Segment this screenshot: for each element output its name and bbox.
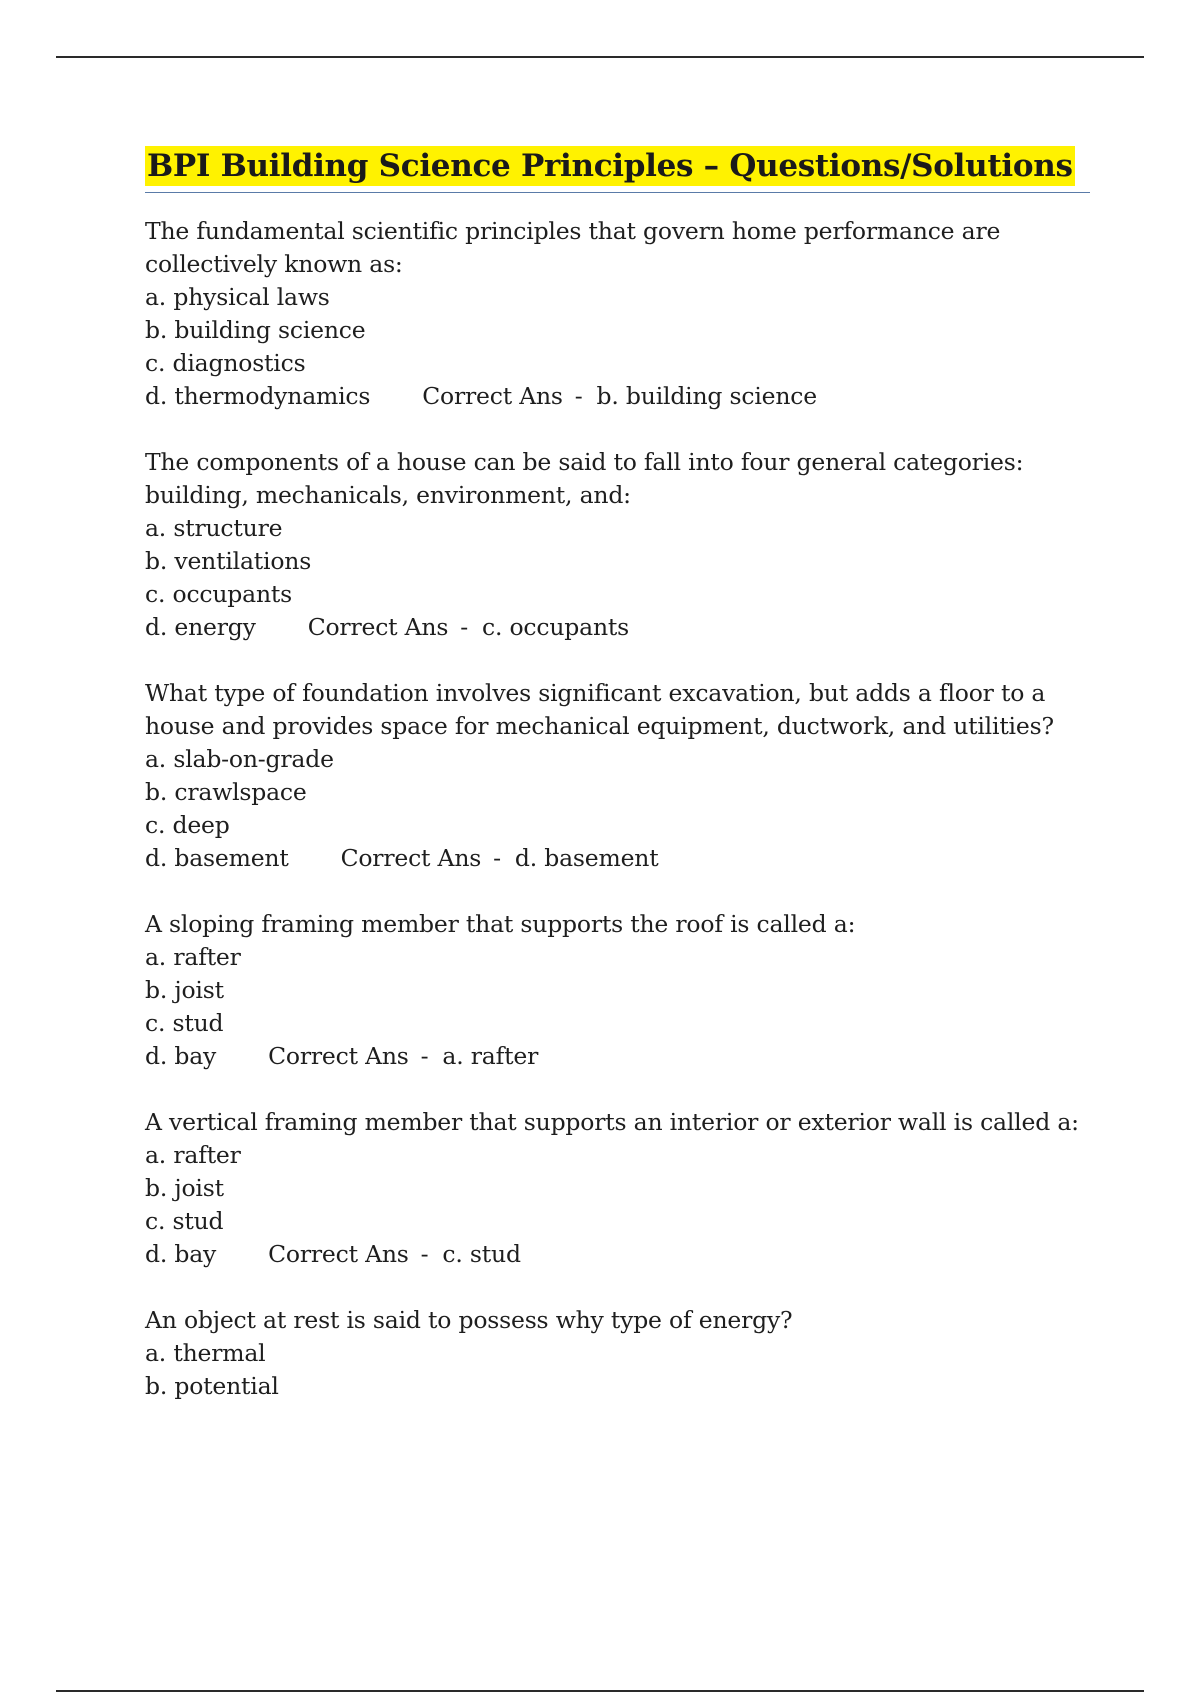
answer-option: d. basement: [145, 844, 289, 872]
answer-option: b. crawlspace: [145, 778, 307, 806]
footer-rule: [56, 1690, 1144, 1692]
answer-option: d. energy: [145, 613, 256, 641]
answer-option-line: [145, 281, 1090, 314]
correct-answer-label: Correct Ans: [268, 1042, 409, 1070]
answer-option-line: [145, 314, 1090, 347]
answer-option-line: [145, 347, 1090, 380]
answer-option: c. deep: [145, 811, 230, 839]
correct-answer: c. occupants: [481, 613, 629, 641]
answer-option: a. slab-on-grade: [145, 745, 334, 773]
answer-separator: -: [460, 613, 468, 641]
header-rule: [56, 56, 1144, 58]
answer-option-line: [145, 743, 1090, 776]
answer-option-line: [145, 941, 1090, 974]
question-list: [145, 215, 1090, 1403]
question-block: [145, 677, 1090, 875]
correct-answer: b. building science: [596, 382, 817, 410]
answer-option: b. potential: [145, 1372, 279, 1400]
question-block: [145, 908, 1090, 1073]
answer-option: d. bay: [145, 1240, 217, 1268]
answer-option: c. stud: [145, 1009, 224, 1037]
answer-separator: -: [420, 1042, 429, 1070]
question-block: [145, 215, 1090, 413]
answer-option-line: [145, 512, 1090, 545]
answer-option-line: [145, 1172, 1090, 1205]
answer-separator: -: [574, 382, 583, 410]
answer-separator: -: [493, 844, 501, 872]
correct-answer-label: Correct Ans: [340, 844, 482, 872]
correct-answer-label: Correct Ans: [268, 1240, 409, 1268]
answer-option: c. diagnostics: [145, 349, 306, 377]
answer-option-line: [145, 1238, 1090, 1271]
correct-answer-label: Correct Ans: [422, 382, 563, 410]
answer-option: a. physical laws: [145, 283, 330, 311]
page-title: BPI Building Science Principles – Questions/Solutions: [147, 148, 1073, 184]
answer-option-line: [145, 545, 1090, 578]
answer-option-line: [145, 1337, 1090, 1370]
answer-option-line: [145, 1139, 1090, 1172]
question-block: [145, 1304, 1090, 1403]
question-text: A vertical framing member that supports an interior or exterior wall is called a:: [145, 1108, 1079, 1136]
question-block: [145, 446, 1090, 644]
answer-option: d. bay: [145, 1042, 217, 1070]
answer-option-line: [145, 842, 1090, 875]
correct-answer: d. basement: [514, 844, 659, 872]
answer-option-line: [145, 1370, 1090, 1403]
document-body: [145, 146, 1090, 1436]
answer-option: b. ventilations: [145, 547, 312, 575]
question-block: [145, 1106, 1090, 1271]
answer-option: a. rafter: [145, 943, 241, 971]
answer-option-line: [145, 380, 1090, 413]
answer-option: c. occupants: [145, 580, 292, 608]
answer-option: b. joist: [145, 976, 224, 1004]
answer-option: a. rafter: [145, 1141, 241, 1169]
answer-separator: -: [420, 1240, 429, 1268]
title-underline: [145, 146, 1090, 193]
question-text: The components of a house can be said to fall into four general categories: building, mechanicals, environment, and:: [145, 448, 1024, 509]
answer-option: c. stud: [145, 1207, 224, 1235]
question-text: What type of foundation involves significant excavation, but adds a floor to a house and provides space for mechanical equipment, ductwork, and utilities?: [145, 679, 1054, 740]
answer-option-line: [145, 809, 1090, 842]
answer-option-line: [145, 1007, 1090, 1040]
answer-option-line: [145, 611, 1090, 644]
answer-option: a. thermal: [145, 1339, 266, 1367]
answer-option-line: [145, 578, 1090, 611]
answer-option-line: [145, 776, 1090, 809]
answer-option-line: [145, 1040, 1090, 1073]
answer-option-line: [145, 974, 1090, 1007]
correct-answer: c. stud: [442, 1240, 521, 1268]
answer-option: b. joist: [145, 1174, 224, 1202]
question-text: The fundamental scientific principles that govern home performance are collectively known as:: [145, 217, 1001, 278]
answer-option-line: [145, 1205, 1090, 1238]
correct-answer: a. rafter: [442, 1042, 539, 1070]
question-text: A sloping framing member that supports the roof is called a:: [145, 910, 856, 938]
answer-option: a. structure: [145, 514, 283, 542]
correct-answer-label: Correct Ans: [307, 613, 449, 641]
answer-option: d. thermodynamics: [145, 382, 371, 410]
question-text: An object at rest is said to possess why type of energy?: [145, 1306, 793, 1334]
answer-option: b. building science: [145, 316, 366, 344]
